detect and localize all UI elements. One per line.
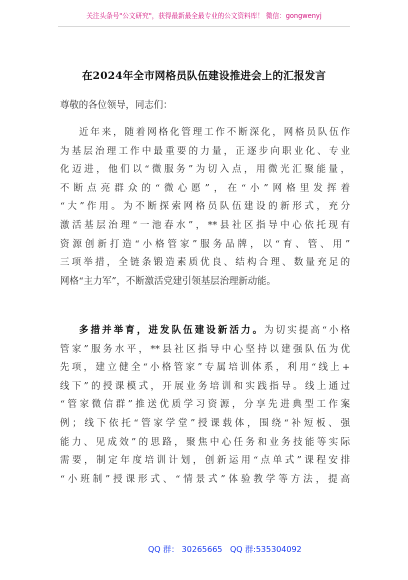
paragraph-2-line: “管家微信群”推送优质学习资源，分享先进典型工作案 [60,399,350,411]
paragraph-1-line: 不断点亮群众的“微心愿”，在“小”网格里发挥着 [60,182,350,194]
paragraph-1-line: 三项举措，全链条锻造素质优良、结构合理、数量充足的 [60,257,350,269]
paragraph-2-line: 线下”的授课模式，开展业务培训和实践指导。线上通过 [60,380,350,392]
header-promo-note: 关注头条号"公文研究"，获得最新最全最专业的公文资料库！ 微信：gongwenyj [86,12,322,20]
paragraph-2-line: 先项，建立健全“小格管家”专属培训体系，利用“线上+ [60,362,350,374]
footer-qq-group-1: QQ 群： 30265665 [148,545,223,554]
paragraph-2-line: 能力、见成效”的思路，聚焦中心任务和业务技能等实际 [60,436,350,448]
paragraph-1-line: 激活基层治理“一池春水”，**县社区指导中心依托现有 [60,219,350,231]
document-title: 在2024年全市网格员队伍建设推进会上的汇报发言 [81,70,327,82]
paragraph-2-line: 管家”服务水平，**县社区指导中心坚持以建强队伍为优 [60,343,350,355]
salutation: 尊敬的各位领导，同志们： [60,100,173,111]
paragraph-2-line: 需要，制定年度培训计划，创新运用“点单式”课程安排 [60,455,350,467]
paragraph-1-line: 网格“主力军”，不断激活党建引领基层治理新动能。 [60,275,276,287]
paragraph-1 [60,124,350,291]
paragraph-2-first-line [60,322,350,341]
paragraph-2 [60,322,350,489]
paragraph-2-line: 例；线下依托“管家学堂”授课载体，围绕“补短板、强 [60,417,350,429]
paragraph-2-lead-rest: 为切实提高“小格 [264,325,350,336]
paragraph-2-lead-heading: 多措并举育，进发队伍建设新活力。 [79,325,265,336]
paragraph-2-line: “小班制”授课形式、“情景式”体验教学等方法，提高 [60,473,350,485]
paragraph-1-line: 资源创新打造“小格管家”服务品牌，以“育、管、用” [60,238,350,250]
paragraph-1-line: 化迈进，他们以“微服务”为切入点，用微光汇聚能量， [60,164,350,176]
paragraph-1-line: 为基层治理工作中最重要的力量，正逐步向职业化、专业 [60,145,350,157]
paragraph-1-line: 近年来，随着网格化管理工作不断深化，网格员队伍作 [79,127,350,138]
header-divider [58,26,350,27]
paragraph-1-line: “大”作用。为不断探索网格员队伍建设的新形式，充分 [60,201,350,213]
footer-qq-group-2: QQ 群:535304092 [230,545,302,554]
